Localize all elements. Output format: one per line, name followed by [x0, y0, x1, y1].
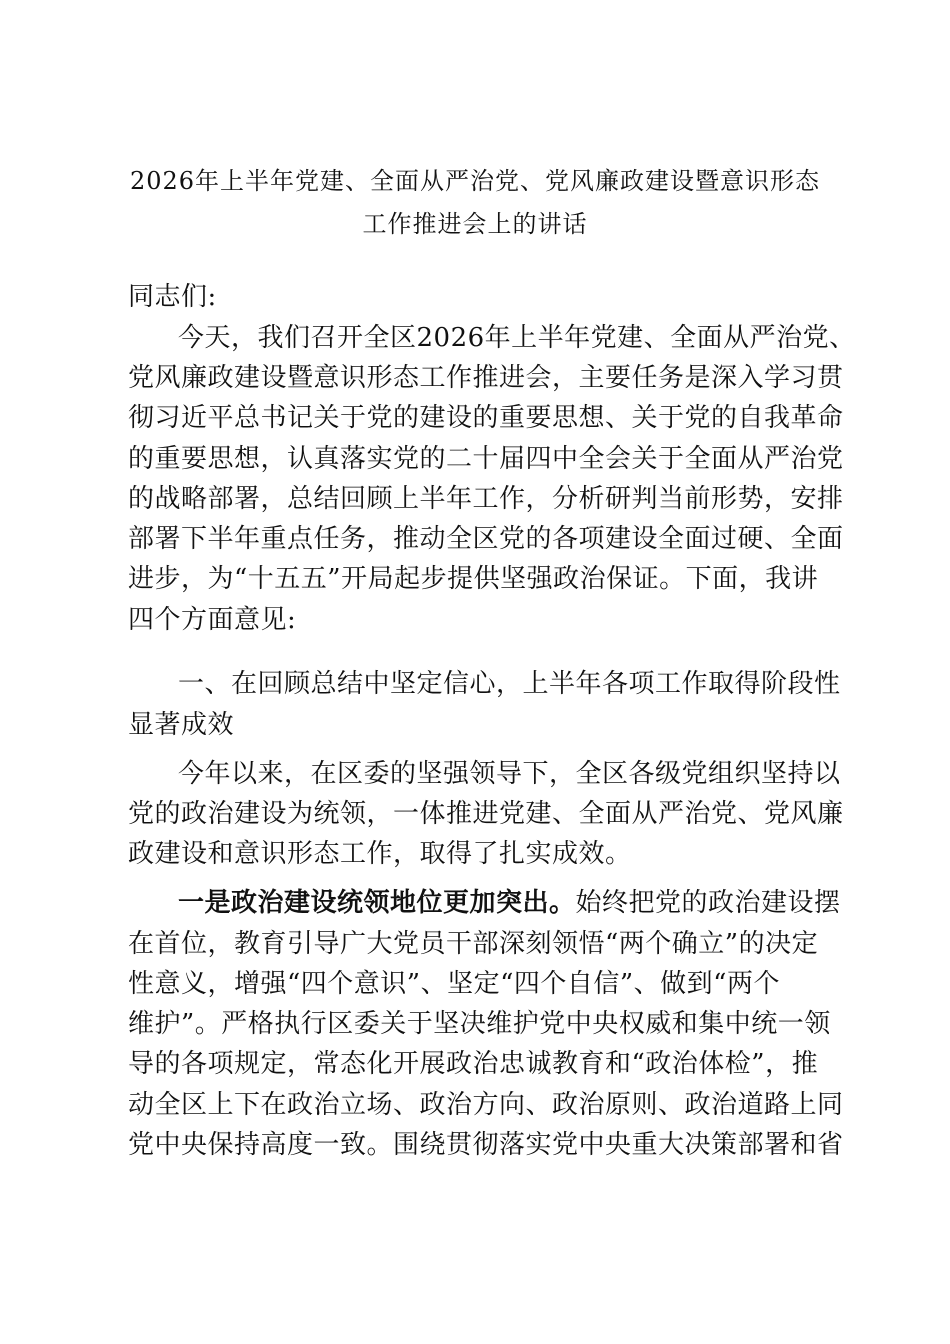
point1-line-5: 导的各项规定，常态化开展政治忠诚教育和“政治体检”，推 [128, 1049, 819, 1079]
point1-first-line-rest: 始终把党的政治建设摆 [575, 888, 841, 918]
intro-line-7: 进步，为“十五五”开局起步提供坚强政治保证。下面，我讲 [128, 564, 819, 594]
salutation: 同志们: [128, 282, 217, 312]
point1-line-7: 党中央保持高度一致。围绕贯彻落实党中央重大决策部署和省 [128, 1130, 844, 1160]
intro-line-1: 今天，我们召开全区2026年上半年党建、全面从严治党、 [178, 323, 856, 353]
intro-line-2: 党风廉政建设暨意识形态工作推进会，主要任务是深入学习贯 [128, 363, 844, 393]
point1-line-2: 在首位，教育引导广大党员干部深刻领悟“两个确立”的决定 [128, 929, 819, 959]
point1-bold-lead: 一是政治建设统领地位更加突出。 [178, 888, 576, 918]
title-line-2: 工作推进会上的讲话 [362, 210, 588, 238]
point1-line-3: 性意义，增强“四个意识”、坚定“四个自信”、做到“两个 [128, 969, 780, 999]
intro-line-4: 的重要思想，认真落实党的二十届四中全会关于全面从严治党 [128, 444, 844, 474]
section1-heading-line-1: 一、在回顾总结中坚定信心，上半年各项工作取得阶段性 [178, 669, 841, 699]
document-title [90, 160, 860, 246]
section1-intro-line-3: 政建设和意识形态工作，取得了扎实成效。 [128, 839, 632, 869]
point1-first-line [178, 883, 841, 923]
intro-line-5: 的战略部署，总结回顾上半年工作，分析研判当前形势，安排 [128, 484, 844, 514]
point1-line-4: 维护”。严格执行区委关于坚决维护党中央权威和集中统一领 [128, 1009, 831, 1039]
section1-intro-line-1: 今年以来，在区委的坚强领导下，全区各级党组织坚持以 [178, 759, 841, 789]
section1-intro-line-2: 党的政治建设为统领，一体推进党建、全面从严治党、党风廉 [128, 799, 844, 829]
intro-line-6: 部署下半年重点任务，推动全区党的各项建设全面过硬、全面 [128, 524, 844, 554]
intro-line-8: 四个方面意见: [128, 605, 297, 635]
intro-line-3: 彻习近平总书记关于党的建设的重要思想、关于党的自我革命 [128, 403, 844, 433]
section1-heading-line-2: 显著成效 [128, 710, 235, 740]
title-line-1: 2026年上半年党建、全面从严治党、党风廉政建设暨意识形态 [129, 167, 821, 195]
point1-line-6: 动全区上下在政治立场、政治方向、政治原则、政治道路上同 [128, 1090, 844, 1120]
